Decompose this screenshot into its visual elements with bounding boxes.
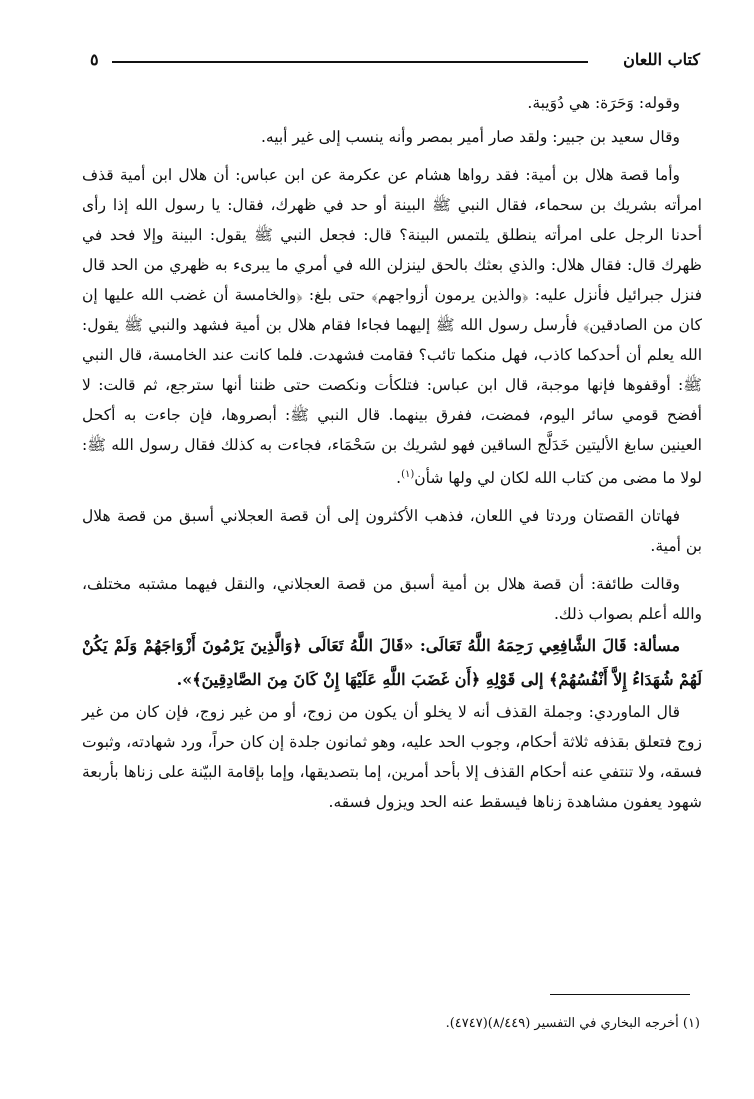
paragraph-hilal-story: وأما قصة هلال بن أمية: فقد رواها هشام عن عكرمة عن ابن عباس: أن هلال ابن أمية قذف امرأته بشريك بن سحماء، فقال النبي ﷺ البينة أو حد في ظهرك، فقال: يا رسول الله إذا رأى أحدنا الرجل على امرأته ينطلق يلتمس البينة؟ قال: فجعل النبي ﷺ يقول: البينة وإلا فحد في ظهرك قال: فقال هلال: والذي بعثك بالحق لينزلن الله في أمري ما يبرىء به ظهري من الحد قال فنزل جبرائيل فأنزل عليه: ﴿والذين يرمون أزواجهم﴾ حتى بلغ: ﴿والخامسة أن غضب الله عليها إن كان من الصادقين﴾ فأرسل رسول الله ﷺ إليهما فجاءا فقام هلال بن أمية فشهد والنبي ﷺ يقول: الله يعلم أن أحدكما كاذب، فهل منكما تائب؟ فقامت فشهدت. فلما كانت عند الخامسة، قال النبي ﷺ: أوقفوها فإنها موجبة، قال ابن عباس: فتلكأت ونكصت حتى ظننا أنها سترجع، ثم قالت: لا أفضح قومي سائر اليوم، فمضت، ففرق بينهما. قال النبي ﷺ: أبصروها، فإن جاءت به أكحل العينين سابغ الأليتين خَدَلَّج الساقين فهو لشريك بن سَحْمَاء، فجاءت به كذلك فقال رسول الله ﷺ: لولا ما مضى من كتاب الله لكان لي ولها شأن$^{(١)}$. bbox=[82, 166, 702, 488]
paragraph-mawardi: قال الماوردي: وجملة القذف أنه لا يخلو أن يكون من زوج، أو من غير زوج، فإن كان من غير زوج فتعلق بقذفه ثلاثة أحكام، وجوب الحد عليه، وهو ثمانون جلدة إن كان حراً، ورد شهادته، وثبوت فسقه، ولا تنتفي عنه أحكام القذف إلا بأحد أمرين، إما بتصديقها، وإما بإقامة البيّنة على زناها بأربعة شهود يعفون مشاهدة زناها فيسقط عنه الحد ويزول فسقه. bbox=[82, 703, 702, 812]
running-title: كتاب اللعان bbox=[623, 50, 700, 69]
paragraph-two-stories: فهاتان القصتان وردتا في اللعان، فذهب الأكثرون إلى أن قصة العجلاني أسبق من قصة هلال بن أمية. bbox=[82, 507, 702, 556]
footnote: (١) أخرجه البخاري في التفسير (٨/٤٤٩)(٤٧٤٧). bbox=[445, 1016, 700, 1031]
footnote-rule bbox=[550, 994, 690, 995]
page-number: ٥ bbox=[90, 50, 99, 69]
masala-section bbox=[82, 629, 702, 697]
paragraph-wahara: وقوله: وَحَرَة: هي دُوَيبة. bbox=[527, 94, 680, 112]
paragraph-saeed: وقال سعيد بن جبير: ولقد صار أمير بمصر وأنه ينسب إلى غير أبيه. bbox=[260, 128, 680, 146]
footnote-reference: (١) bbox=[401, 469, 415, 480]
main-text bbox=[82, 88, 702, 817]
page-header bbox=[90, 50, 700, 76]
hilal-story-text: وأما قصة هلال بن أمية: فقد رواها هشام عن عكرمة عن ابن عباس: أن هلال ابن أمية قذف امرأته بشريك بن سحماء، فقال النبي ﷺ البينة أو حد في ظهرك، فقال: يا رسول الله إذا رأى أحدنا الرجل على امرأته ينطلق يلتمس البينة؟ قال: فجعل النبي ﷺ يقول: البينة وإلا فحد في ظهرك قال: فقال هلال: والذي بعثك بالحق لينزلن الله في أمري ما يبرىء به ظهري من الحد قال فنزل جبرائيل فأنزل عليه: ﴿والذين يرمون أزواجهم﴾ حتى بلغ: ﴿والخامسة أن غضب الله عليها إن كان من الصادقين﴾ فأرسل رسول الله ﷺ إليهما فجاءا فقام هلال بن أمية فشهد والنبي ﷺ يقول: الله يعلم أن أحدكما كاذب، فهل منكما تائب؟ فقامت فشهدت. فلما كانت عند الخامسة، قال النبي ﷺ: أوقفوها فإنها موجبة، قال ابن عباس: فتلكأت ونكصت حتى ظننا أنها سترجع، ثم قالت: لا أفضح قومي سائر اليوم، فمضت، ففرق بينهما. قال النبي ﷺ: أبصروها، فإن جاءت به أكحل العينين سابغ الأليتين خَدَلَّج الساقين فهو لشريك بن سَحْمَاء، فجاءت به كذلك فقال رسول الله ﷺ: لولا ما مضى من كتاب الله لكان لي ولها شأن bbox=[82, 166, 702, 488]
masala-paragraph bbox=[82, 629, 702, 697]
masala-text: رَحِمَهُ اللَّهُ تَعَالَى: «قَالَ اللَّهُ تَعَالَى ﴿وَالَّذِينَ يَرْمُونَ أَزْوَاجَهُمْ وَلَمْ يَكُنْ لَهُمْ شُهَدَاءُ إِلاَّ أَنْفُسُهُمْ﴾ إلى قَوْلِهِ ﴿أَن غَضَبَ اللَّهِ عَلَيْهَا إِنْ كَانَ مِنَ الصَّادِقِينَ﴾». bbox=[82, 636, 702, 690]
paragraph-taifa: وقالت طائفة: أن قصة هلال بن أمية أسبق من قصة العجلاني، والنقل فيهما مشتبه مختلف، والله أعلم بصواب ذلك. bbox=[82, 575, 702, 624]
masala-label: مسألة: قَالَ الشَّافِعِي bbox=[538, 636, 681, 656]
header-rule bbox=[112, 61, 588, 63]
